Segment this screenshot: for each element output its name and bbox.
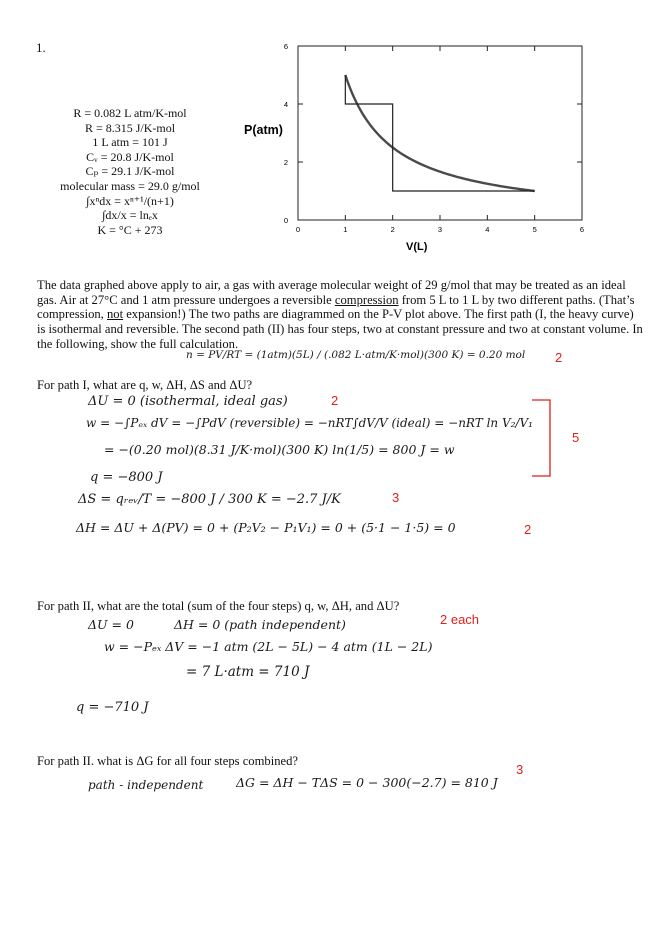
y-tick-label: 2 — [283, 158, 288, 167]
x-axis-label: V(L) — [406, 241, 428, 253]
handwritten-enthalpy: ΔH = ΔU + Δ(PV) = 0 + (P₂V₂ − P₁V₁) = 0 + (5·1 − 1·5) = 0 — [76, 520, 456, 535]
y-ticks — [284, 42, 582, 225]
series-line-path-two — [345, 75, 534, 191]
handwritten-entropy: ΔS = qᵣₑᵥ/T = −800 J / 300 K = −2.7 J/K — [78, 492, 341, 507]
handwritten-enthalpy: ΔH = 0 (path independent) — [174, 617, 346, 632]
plot-frame — [298, 46, 582, 220]
constant-line: molecular mass = 29.0 g/mol — [60, 178, 200, 193]
x-tick-label: 1 — [343, 225, 348, 234]
grade-mark: 2 each — [440, 612, 480, 627]
y-axis-label: P(atm) — [244, 123, 283, 137]
grade-mark: 2 — [524, 522, 532, 537]
handwritten-heat: q = −800 J — [90, 470, 163, 485]
question-path-two: For path II, what are the total (sum of the four steps) q, w, ΔH, and ΔU? — [37, 599, 400, 613]
x-tick-label: 3 — [437, 225, 443, 234]
constant-line: ∫dx/x = lnₑx — [102, 208, 158, 223]
x-tick-label: 6 — [579, 225, 585, 234]
handwritten-work: = 7 L·atm = 710 J — [186, 664, 310, 680]
handwritten-gibbs: ΔG = ΔH − TΔS = 0 − 300(−2.7) = 810 J — [236, 775, 498, 790]
handwritten-work: w = −∫Pₑₓ dV = −∫PdV (reversible) = −nRT∫dV/V (ideal) = −nRT ln V₂/V₁ — [86, 416, 533, 430]
grade-bracket — [530, 396, 560, 484]
constant-line: ∫xⁿdx = xⁿ⁺¹/(n+1) — [86, 193, 174, 208]
grade-mark: 2 — [555, 350, 563, 365]
problem-number: 1. — [36, 40, 46, 55]
paragraph-underlined: not — [106, 307, 124, 322]
question-gibbs: For path II. what is ΔG for all four steps combined? — [37, 754, 298, 768]
constant-line: Cₚ = 29.1 J/K-mol — [85, 164, 175, 179]
constant-line: R = 8.315 J/K-mol — [84, 120, 176, 135]
y-tick-label: 6 — [283, 42, 288, 51]
x-tick-label: 0 — [295, 225, 301, 234]
grade-mark: 3 — [392, 490, 400, 505]
x-tick-label: 2 — [390, 225, 395, 234]
constants-list — [30, 106, 230, 237]
pv-chart — [230, 36, 610, 256]
handwritten-heat: q = −710 J — [76, 700, 149, 715]
grade-mark: 3 — [516, 762, 524, 777]
series-line-path-one — [345, 75, 534, 191]
constant-line: 1 L atm = 101 J — [92, 135, 168, 150]
handwritten-path-independent: path - independent — [88, 778, 204, 792]
x-tick-label: 5 — [532, 225, 537, 234]
paragraph-text: from 5 L to 1 L by two different paths. (That’s compression, — [37, 292, 635, 322]
problem-paragraph — [37, 278, 645, 352]
grade-mark: 5 — [572, 430, 580, 445]
constant-line: R = 0.082 L atm/K-mol — [73, 106, 187, 120]
paragraph-text: The data graphed above apply to air, a gas with average molecular weight of 29 g/mol that may be treated as an ideal gas. Air at 27°C and 1 atm pressure undergoes a reversible — [37, 278, 626, 307]
question-path-one: For path I, what are q, w, ΔH, ΔS and ΔU? — [37, 378, 253, 392]
y-tick-label: 4 — [283, 100, 288, 109]
handwritten-moles: n = PV/RT = (1atm)(5L) / (.082 L·atm/K·mol)(300 K) = 0.20 mol — [186, 349, 526, 361]
paragraph-text: expansion!) The two paths are diagrammed on the P-V plot above. The first path (I, the heavy curve) is isothermal and reversible. The second path (II) has four steps, two at constant pressure and two at constant volume. In the following, show the full calculation. — [37, 307, 643, 351]
handwritten-du: ΔU = 0 — [88, 617, 134, 632]
handwritten-work: w = −Pₑₓ ΔV = −1 atm (2L − 5L) − 4 atm (1L − 2L) — [104, 639, 433, 654]
handwritten-du: ΔU = 0 (isothermal, ideal gas) — [88, 394, 288, 409]
x-ticks — [296, 46, 584, 234]
x-tick-label: 4 — [485, 225, 490, 234]
series-layer — [345, 75, 534, 191]
paragraph-underlined: compression — [334, 292, 399, 307]
constant-line: Cᵥ = 20.8 J/K-mol — [86, 149, 174, 164]
grade-mark: 2 — [331, 393, 339, 408]
constant-line: K = °C + 273 — [97, 222, 163, 237]
y-tick-label: 0 — [283, 216, 288, 225]
handwritten-work: = −(0.20 mol)(8.31 J/K·mol)(300 K) ln(1/5) = 800 J = w — [104, 442, 455, 457]
